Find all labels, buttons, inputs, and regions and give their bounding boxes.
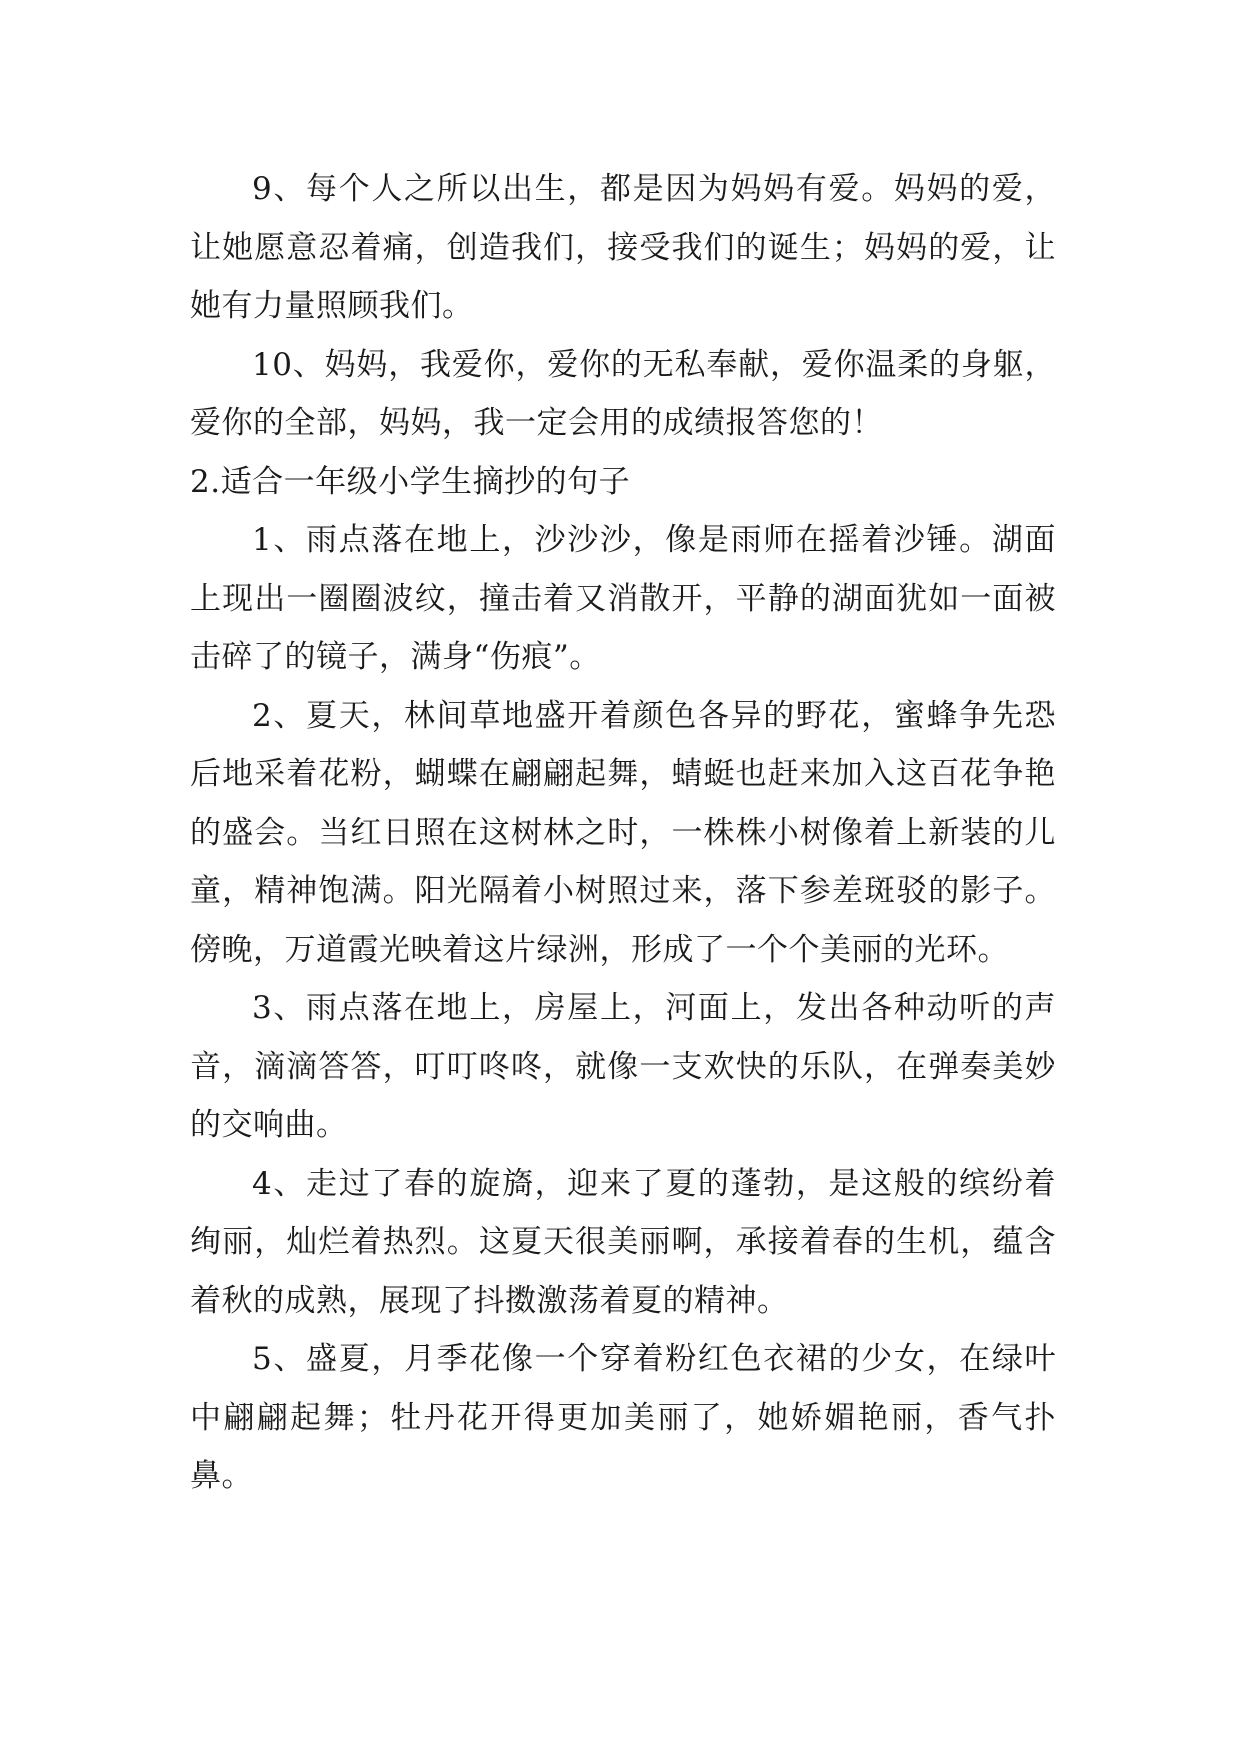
paragraph-5: 5、盛夏，月季花像一个穿着粉红色衣裙的少女，在绿叶中翩翩起舞；牡丹花开得更加美丽了，她娇媚艳丽，香气扑鼻。 bbox=[190, 1341, 1056, 1494]
paragraph-10: 10、妈妈，我爱你，爱你的无私奉献，爱你温柔的身躯，爱你的全部，妈妈，我一定会用的成绩报答您的！ bbox=[190, 346, 1056, 441]
paragraph-2: 2、夏天，林间草地盛开着颜色各异的野花，蜜蜂争先恐后地采着花粉，蝴蝶在翩翩起舞，蜻蜓也赶来加入这百花争艳的盛会。当红日照在这树林之时，一株株小树像着上新装的儿童，精神饱满。阳光隔着小树照过来，落下参差斑驳的影子。傍晚，万道霞光映着这片绿洲，形成了一个个美丽的光环。 bbox=[190, 697, 1056, 968]
section-heading: 2.适合一年级小学生摘抄的句子 bbox=[190, 463, 631, 500]
paragraph-4: 4、走过了春的旋旖，迎来了夏的蓬勃，是这般的缤纷着绚丽，灿烂着热烈。这夏天很美丽啊，承接着春的生机，蕴含着秋的成熟，展现了抖擞激荡着夏的精神。 bbox=[190, 1165, 1056, 1319]
paragraph-1: 1、雨点落在地上，沙沙沙，像是雨师在摇着沙锤。湖面上现出一圈圈波纹，撞击着又消散开，平静的湖面犹如一面被击碎了的镜子，满身“伤痕”。 bbox=[190, 522, 1056, 675]
paragraph-9: 9、每个人之所以出生，都是因为妈妈有爱。妈妈的爱，让她愿意忍着痛，创造我们，接受我们的诞生；妈妈的爱，让她有力量照顾我们。 bbox=[190, 171, 1056, 324]
document-page bbox=[190, 160, 1056, 1506]
paragraph-3: 3、雨点落在地上，房屋上，河面上，发出各种动听的声音，滴滴答答，叮叮咚咚，就像一支欢快的乐队，在弹奏美妙的交响曲。 bbox=[190, 990, 1056, 1143]
